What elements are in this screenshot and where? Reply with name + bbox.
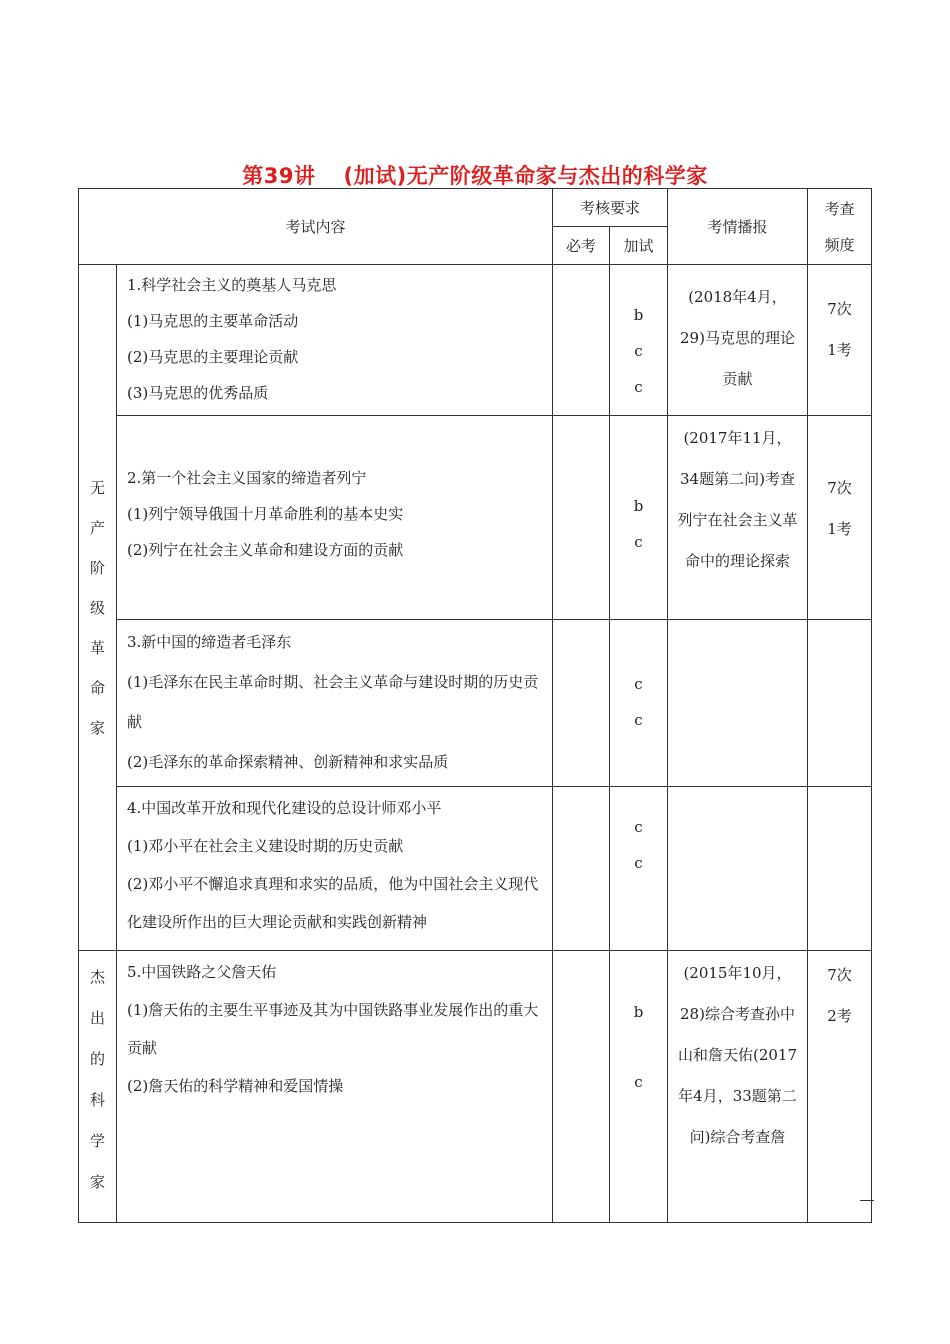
topic-title: 4.中国改革开放和现代化建设的总设计师邓小平 (127, 799, 442, 817)
header-report: 考情播报 (668, 189, 808, 265)
rating: c (634, 1073, 643, 1091)
frequency-cell (808, 787, 872, 951)
topic-item: (1)邓小平在社会主义建设时期的历史贡献 (127, 837, 404, 855)
extra-cell (610, 951, 668, 1223)
rating: c (634, 533, 643, 551)
category-label: 杰出的科学家 (89, 968, 105, 1191)
report-cell (668, 787, 808, 951)
extra-cell (610, 620, 668, 787)
content-cell (117, 787, 553, 951)
frequency-cell (808, 620, 872, 787)
rating: c (634, 711, 643, 729)
page-title (0, 160, 950, 190)
required-cell (553, 951, 610, 1223)
topic-item: (2)詹天佑的科学精神和爱国情操 (127, 1077, 344, 1095)
report-cell: (2017年11月，34题第二问)考查列宁在社会主义革命中的理论探索 (668, 416, 808, 620)
frequency-cell (808, 951, 872, 1223)
topic-item: (1)马克思的主要革命活动 (127, 312, 299, 330)
report-cell: (2015年10月，28)综合考查孙中山和詹天佑(2017年4月，33题第二问)综合考查詹 (668, 951, 808, 1223)
frequency-exam: 1考 (827, 341, 852, 359)
lecture-number: 第39讲 (242, 164, 316, 188)
frequency-count: 7次 (827, 966, 852, 984)
topic-title: 1.科学社会主义的奠基人马克思 (127, 276, 337, 294)
extra-cell (610, 265, 668, 416)
content-cell (117, 951, 553, 1223)
frequency-count: 7次 (827, 300, 852, 318)
header-required: 必考 (553, 227, 610, 265)
header-frequency-line2: 频度 (824, 235, 855, 254)
topic-item: (1)列宁领导俄国十月革命胜利的基本史实 (127, 505, 404, 523)
topic-title: 5.中国铁路之父詹天佑 (127, 963, 277, 981)
topic-title: 3.新中国的缔造者毛泽东 (127, 633, 292, 651)
rating: c (634, 378, 643, 396)
topic-title: 2.第一个社会主义国家的缔造者列宁 (127, 469, 367, 487)
frequency-count: 7次 (827, 479, 852, 497)
topic-item: (2)邓小平不懈追求真理和求实的品质，他为中国社会主义现代化建设所作出的巨大理论贡献和实践创新精神 (127, 875, 539, 931)
report-cell: (2018年4月，29)马克思的理论贡献 (668, 265, 808, 416)
rating: b (633, 306, 644, 324)
category-cell (79, 951, 117, 1223)
rating: c (634, 818, 643, 836)
syllabus-table (78, 188, 872, 1223)
topic-item: (2)列宁在社会主义革命和建设方面的贡献 (127, 541, 404, 559)
frequency-exam: 1考 (827, 520, 852, 538)
frequency-cell (808, 265, 872, 416)
header-frequency-line1: 考查 (824, 199, 855, 218)
rating: b (633, 497, 644, 515)
topic-item: (2)马克思的主要理论贡献 (127, 348, 299, 366)
topic-item: (2)毛泽东的革命探索精神、创新精神和求实品质 (127, 753, 449, 771)
header-requirement: 考核要求 (553, 189, 668, 227)
topic-item: (1)詹天佑的主要生平事迹及其为中国铁路事业发展作出的重大贡献 (127, 1001, 539, 1057)
header-extra: 加试 (610, 227, 668, 265)
header-frequency (808, 189, 872, 265)
topic-item: (1)毛泽东在民主革命时期、社会主义革命与建设时期的历史贡献 (127, 673, 539, 731)
content-cell (117, 416, 553, 620)
report-cell (668, 620, 808, 787)
topic-item: (3)马克思的优秀品质 (127, 384, 269, 402)
frequency-exam: 2考 (827, 1007, 852, 1025)
category-cell (79, 265, 117, 951)
table-edge-line (860, 1200, 874, 1201)
required-cell (553, 787, 610, 951)
rating: c (634, 675, 643, 693)
content-cell (117, 265, 553, 416)
category-label: 无产阶级革命家 (89, 478, 105, 737)
required-cell (553, 265, 610, 416)
rating: c (634, 854, 643, 872)
lecture-title: (加试)无产阶级革命家与杰出的科学家 (343, 164, 708, 188)
frequency-cell (808, 416, 872, 620)
extra-cell (610, 416, 668, 620)
content-cell (117, 620, 553, 787)
required-cell (553, 416, 610, 620)
header-content: 考试内容 (79, 189, 553, 265)
required-cell (553, 620, 610, 787)
rating: b (633, 1003, 644, 1021)
rating: c (634, 342, 643, 360)
extra-cell (610, 787, 668, 951)
